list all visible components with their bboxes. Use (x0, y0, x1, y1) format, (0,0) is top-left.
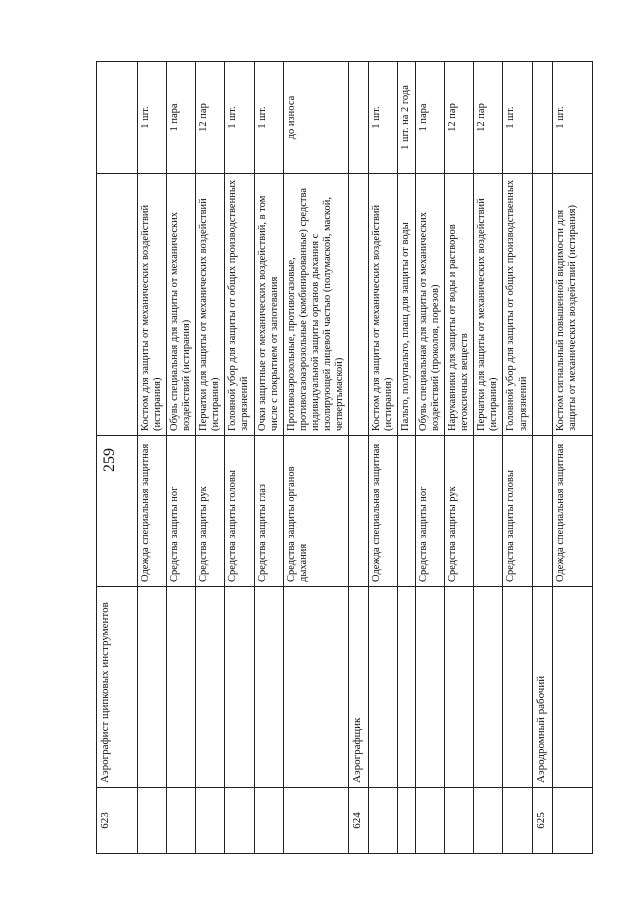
cell-type (348, 436, 368, 587)
cell-profession (416, 587, 445, 788)
cell-num: 625 (532, 788, 552, 854)
cell-num (283, 788, 348, 854)
cell-num (416, 788, 445, 854)
table-row (283, 62, 348, 854)
cell-item: Противоаэрозольные, противогазовые, противогазоаэрозольные (комбинированные) средства индивидуальной защиты органов дыхания с изолирующей лицевой частью (полумаской, маской, четвертьмаской) (283, 174, 348, 436)
cell-num (196, 788, 225, 854)
cell-type: Средства защиты органов дыхания (283, 436, 348, 587)
cell-type: Одежда специальная защитная (368, 436, 397, 587)
cell-type: Средства защиты ног (167, 436, 196, 587)
cell-qty: 1 шт. (368, 62, 397, 174)
cell-item: Обувь специальная для защиты от механических воздействий (истирания) (167, 174, 196, 436)
cell-num (138, 788, 167, 854)
cell-item: Пальто, полупальто, плащ для защиты от воды (398, 174, 416, 436)
cell-qty: 1 шт. (225, 62, 254, 174)
cell-profession (254, 587, 283, 788)
cell-profession (196, 587, 225, 788)
cell-item: Костюм для защиты от механических воздействий (истирания) (368, 174, 397, 436)
cell-item: Костюм сигнальный повышенной видимости для защиты от механических воздействий (истирания) (552, 174, 592, 436)
cell-qty: 1 шт. (503, 62, 532, 174)
cell-type: Средства защиты глаз (254, 436, 283, 587)
cell-item: Очки защитные от механических воздействий, в том числе с покрытием от запотевания (254, 174, 283, 436)
cell-item: Перчатки для защиты от механических воздействий (истирания) (196, 174, 225, 436)
cell-qty: 1 пара (167, 62, 196, 174)
table-row (503, 62, 532, 854)
cell-item: Обувь специальная для защиты от механических воздействий (проколов, порезов) (416, 174, 445, 436)
cell-num: 624 (348, 788, 368, 854)
cell-num (398, 788, 416, 854)
cell-item (532, 174, 552, 436)
cell-type (398, 436, 416, 587)
cell-type: Средства защиты головы (225, 436, 254, 587)
cell-type (474, 436, 503, 587)
table-row-profession (348, 62, 368, 854)
cell-profession (283, 587, 348, 788)
table-row (225, 62, 254, 854)
ppe-table-container (96, 62, 578, 854)
cell-profession: Аэродромный рабочий (532, 587, 552, 788)
table-row (416, 62, 445, 854)
table-row (552, 62, 592, 854)
cell-num (368, 788, 397, 854)
cell-num (225, 788, 254, 854)
cell-profession (552, 587, 592, 788)
cell-num (254, 788, 283, 854)
cell-qty: 12 пар (445, 62, 474, 174)
cell-profession (398, 587, 416, 788)
cell-type: Одежда специальная защитная (552, 436, 592, 587)
cell-profession (225, 587, 254, 788)
cell-item: Головной убор для защиты от общих производственных загрязнений (225, 174, 254, 436)
cell-qty: 12 пар (474, 62, 503, 174)
cell-num (474, 788, 503, 854)
cell-num (167, 788, 196, 854)
cell-type: Средства защиты рук (445, 436, 474, 587)
cell-qty: 12 пар (196, 62, 225, 174)
cell-item: Костюм для защиты от механических воздействий (истирания) (138, 174, 167, 436)
cell-type: Средства защиты головы (503, 436, 532, 587)
cell-qty: 1 шт. (552, 62, 592, 174)
table-row (138, 62, 167, 854)
cell-num (503, 788, 532, 854)
table-row (196, 62, 225, 854)
table-row (254, 62, 283, 854)
cell-num (552, 788, 592, 854)
cell-type: Одежда специальная защитная (138, 436, 167, 587)
cell-qty: до износа (283, 62, 348, 174)
table-row (445, 62, 474, 854)
cell-qty: 1 шт. (138, 62, 167, 174)
cell-qty (348, 62, 368, 174)
cell-item: Головной убор для защиты от общих производственных загрязнений (503, 174, 532, 436)
cell-item (348, 174, 368, 436)
cell-profession: Аэрографщик (348, 587, 368, 788)
cell-profession (445, 587, 474, 788)
table-row (167, 62, 196, 854)
cell-qty: 1 шт. (254, 62, 283, 174)
table-row (398, 62, 416, 854)
cell-profession (474, 587, 503, 788)
cell-qty (532, 62, 552, 174)
rotated-table-frame (96, 62, 578, 854)
cell-profession (503, 587, 532, 788)
table-row (474, 62, 503, 854)
cell-type (532, 436, 552, 587)
cell-item: Перчатки для защиты от механических воздействий (истирания) (474, 174, 503, 436)
table-row-profession (532, 62, 552, 854)
table-body (97, 62, 593, 854)
cell-qty (97, 62, 138, 174)
cell-profession: Аэрографист щипковых инструментов (97, 587, 138, 788)
cell-type: Средства защиты ног (416, 436, 445, 587)
cell-profession (167, 587, 196, 788)
cell-qty: 1 пара (416, 62, 445, 174)
table-row-profession (97, 62, 138, 854)
cell-profession (368, 587, 397, 788)
cell-qty: 1 шт. на 2 года (398, 62, 416, 174)
cell-item (97, 174, 138, 436)
cell-num (445, 788, 474, 854)
cell-type (97, 436, 138, 587)
page-number: 259 (101, 448, 118, 472)
cell-profession (138, 587, 167, 788)
table-row (368, 62, 397, 854)
cell-item: Нарукавники для защиты от воды и растворов нетоксичных веществ (445, 174, 474, 436)
ppe-norms-table (96, 61, 593, 854)
cell-type: Средства защиты рук (196, 436, 225, 587)
cell-num: 623 (97, 788, 138, 854)
